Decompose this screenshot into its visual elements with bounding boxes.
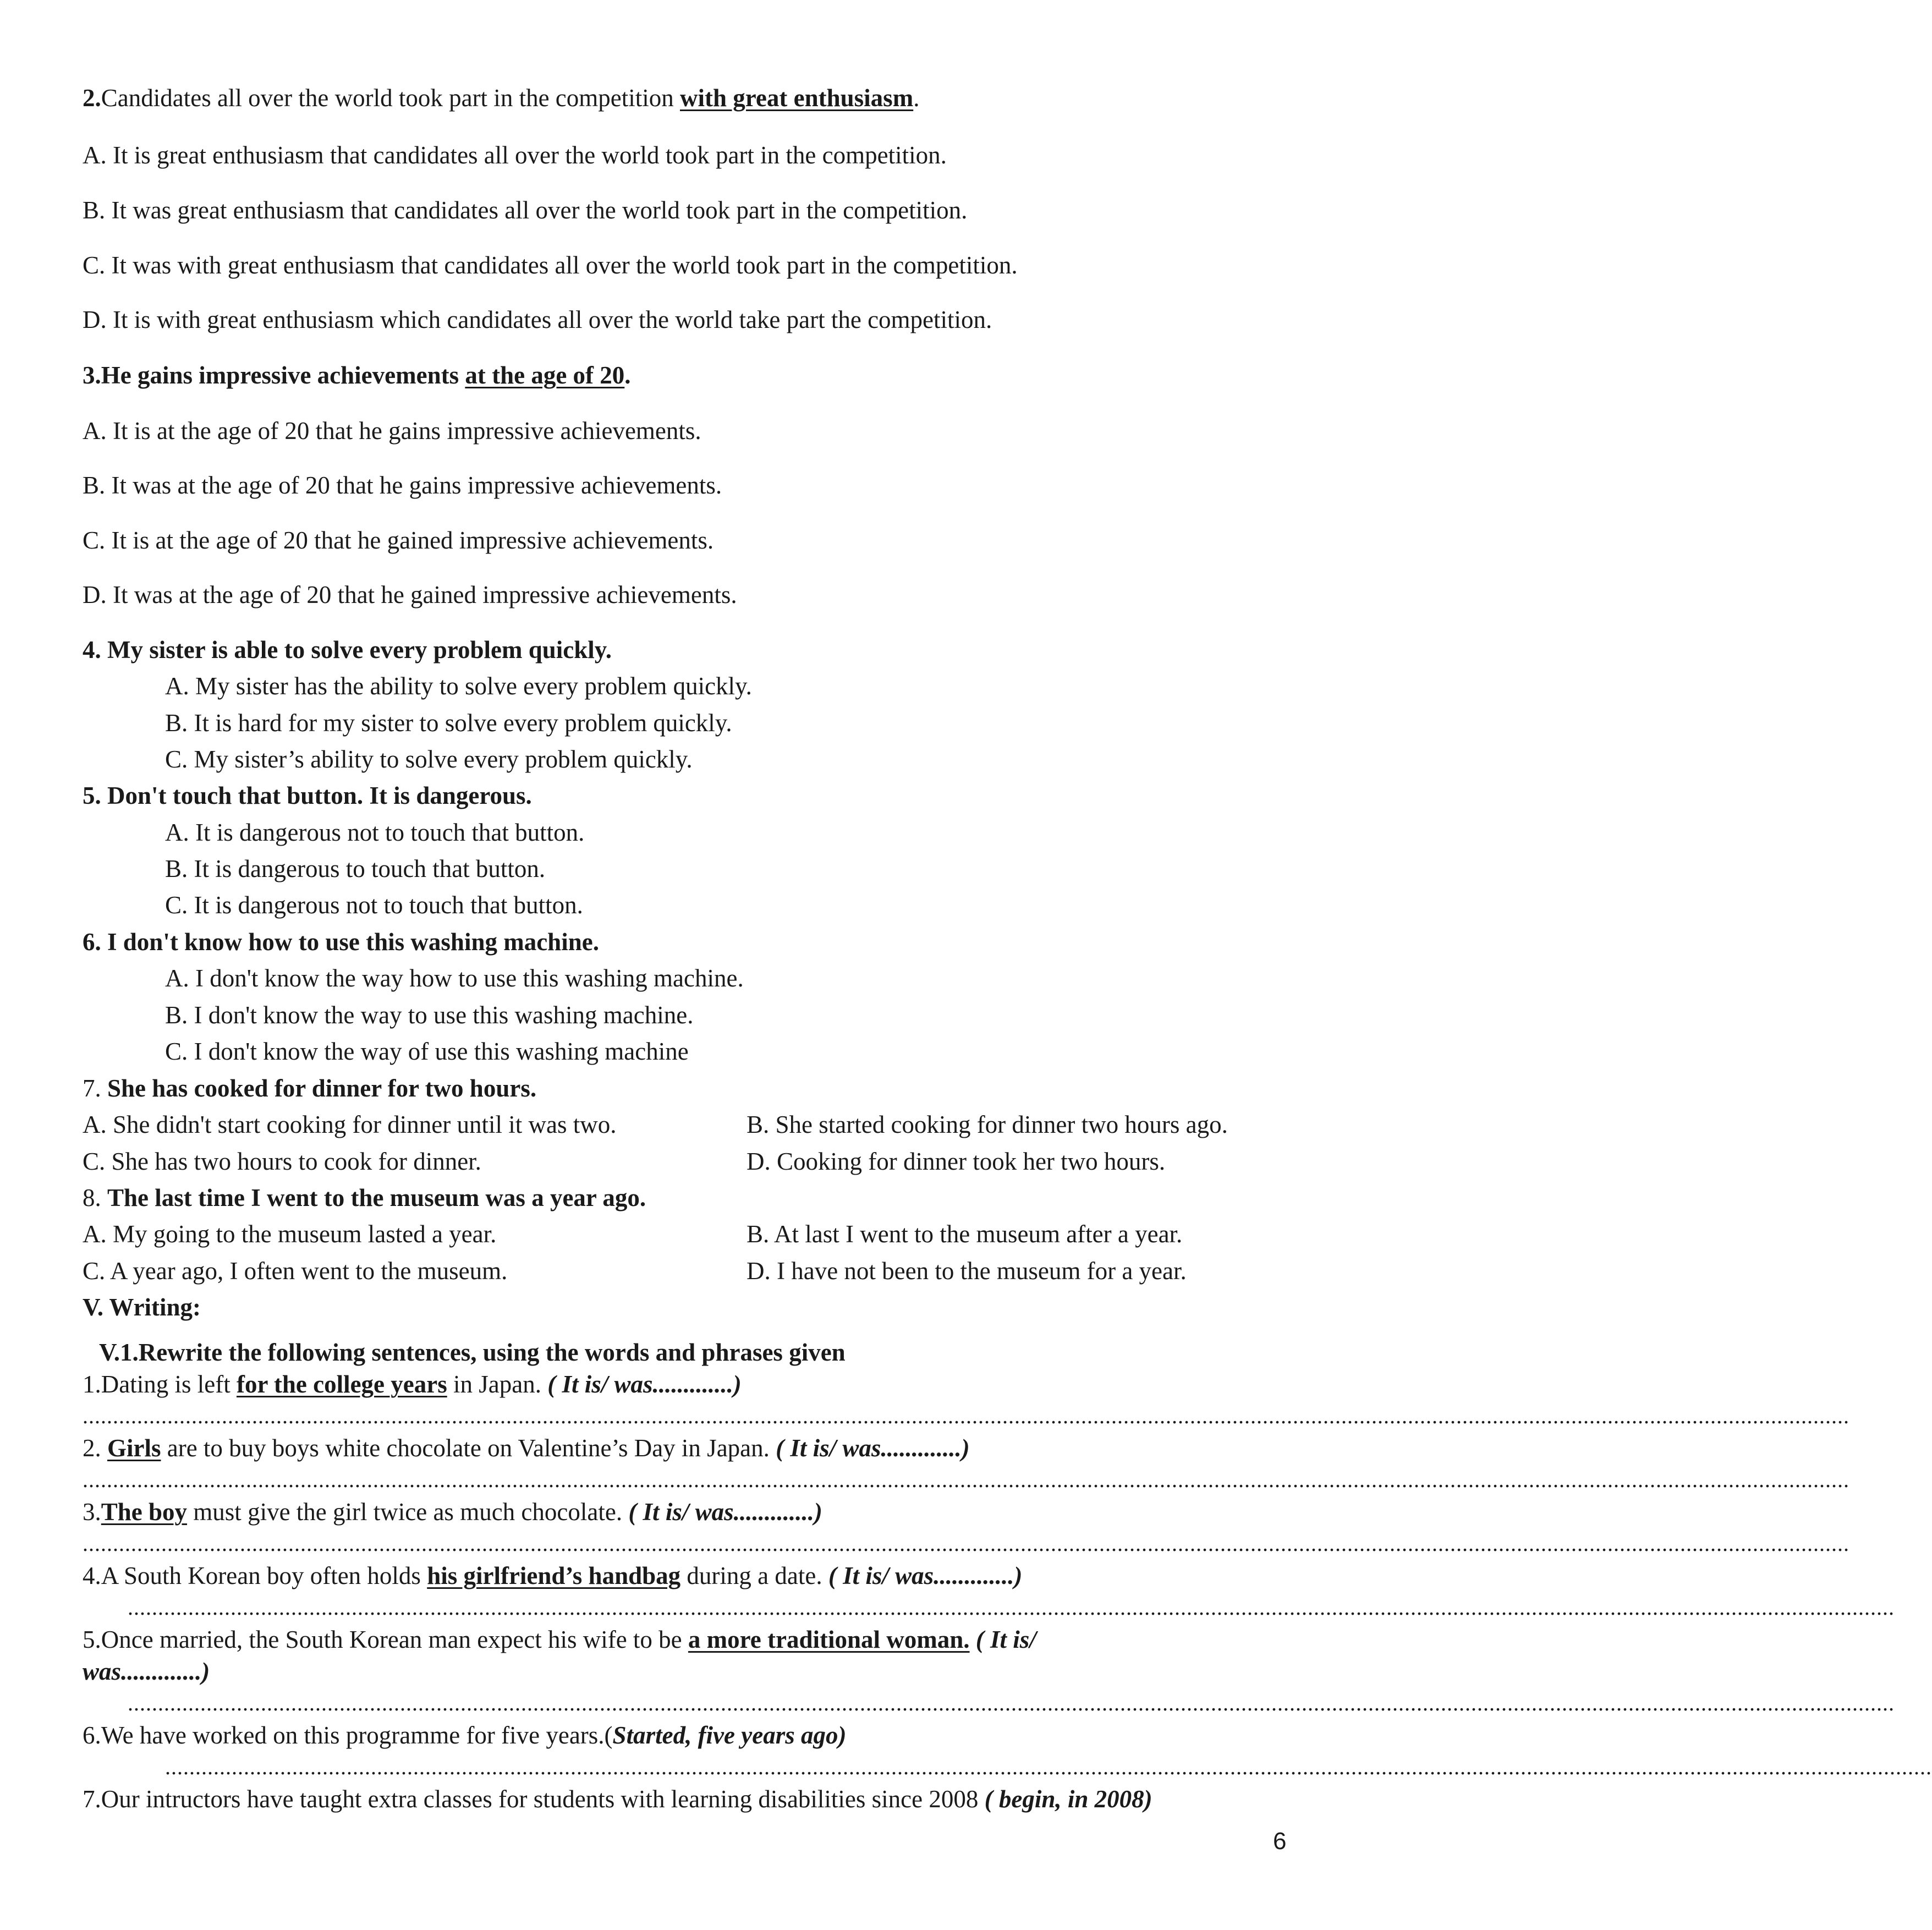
question-2-prompt: 2.Candidates all over the world took part in the competition with great enthusiasm. [83, 84, 920, 112]
question-2-option-d: D. It is with great enthusiasm which candidates all over the world take part the competition. [83, 306, 992, 333]
question-5-prompt: 5. Don't touch that button. It is dangerous. [83, 782, 532, 809]
writing-item-6: 6.We have worked on this programme for five years.(Started, five years ago) [83, 1721, 847, 1749]
question-4-option-c: C. My sister’s ability to solve every problem quickly. [165, 745, 693, 773]
question-5-option-b: B. It is dangerous to touch that button. [165, 855, 546, 882]
question-2-underlined: with great enthusiasm [680, 84, 914, 112]
writing-item-2: 2. Girls are to buy boys white chocolate on Valentine’s Day in Japan. ( It is/ was.............) [83, 1434, 970, 1462]
question-3-option-a: A. It is at the age of 20 that he gains impressive achievements. [83, 417, 701, 445]
question-7-option-b: B. She started cooking for dinner two hours ago. [747, 1111, 1228, 1138]
writing-answer-line-4[interactable]: .................................................................................................................................................................................................................................................................................................... [128, 1595, 1895, 1620]
writing-item-5-hint-continued: was.............) [83, 1658, 210, 1685]
writing-answer-line-5[interactable]: .................................................................................................................................................................................................................................................................................................... [128, 1691, 1895, 1715]
question-7-prompt: 7. She has cooked for dinner for two hours. [83, 1074, 537, 1102]
question-8-option-c: C. A year ago, I often went to the museum. [83, 1257, 508, 1285]
question-5-option-c: C. It is dangerous not to touch that button. [165, 891, 583, 919]
question-3-underlined: at the age of 20 [465, 361, 625, 389]
question-3-option-c: C. It is at the age of 20 that he gained impressive achievements. [83, 527, 714, 554]
question-6-option-b: B. I don't know the way to use this washing machine. [165, 1001, 694, 1029]
question-7-option-a: A. She didn't start cooking for dinner until it was two. [83, 1111, 617, 1138]
question-2-option-b: B. It was great enthusiasm that candidates all over the world took part in the competition. [83, 196, 968, 224]
writing-answer-line-1[interactable]: .................................................................................................................................................................................................................................................................................................... [83, 1403, 1849, 1428]
question-7-option-d: D. Cooking for dinner took her two hours. [747, 1148, 1166, 1175]
writing-answer-line-3[interactable]: .................................................................................................................................................................................................................................................................................................... [83, 1531, 1849, 1556]
question-5-option-a: A. It is dangerous not to touch that button. [165, 819, 585, 846]
question-8-prompt: 8. The last time I went to the museum was a year ago. [83, 1184, 646, 1211]
question-6-prompt: 6. I don't know how to use this washing machine. [83, 928, 599, 956]
writing-item-3: 3.The boy must give the girl twice as much chocolate. ( It is/ was.............) [83, 1498, 822, 1526]
writing-answer-line-2[interactable]: .................................................................................................................................................................................................................................................................................................... [83, 1467, 1849, 1492]
question-8-option-d: D. I have not been to the museum for a year. [747, 1257, 1187, 1285]
question-8-option-b: B. At last I went to the museum after a year. [747, 1220, 1183, 1248]
writing-item-1: 1.Dating is left for the college years in Japan. ( It is/ was.............) [83, 1370, 742, 1398]
question-3-option-b: B. It was at the age of 20 that he gains impressive achievements. [83, 471, 722, 499]
question-4-option-b: B. It is hard for my sister to solve every problem quickly. [165, 709, 732, 737]
writing-heading: V. Writing: [83, 1293, 201, 1321]
question-8-option-a: A. My going to the museum lasted a year. [83, 1220, 497, 1248]
writing-subheading: V.1.Rewrite the following sentences, using the words and phrases given [99, 1339, 846, 1366]
writing-item-7: 7.Our intructors have taught extra classes for students with learning disabilities since 2008 ( begin, in 2008) [83, 1785, 1152, 1813]
question-7-option-c: C. She has two hours to cook for dinner. [83, 1148, 481, 1175]
question-6-option-a: A. I don't know the way how to use this washing machine. [165, 964, 744, 992]
writing-answer-line-6[interactable]: .................................................................................................................................................................................................................................................................................................... [165, 1754, 1932, 1779]
question-2-option-c: C. It was with great enthusiasm that candidates all over the world took part in the competition. [83, 251, 1018, 279]
question-4-prompt: 4. My sister is able to solve every problem quickly. [83, 636, 612, 664]
question-3-option-d: D. It was at the age of 20 that he gained impressive achievements. [83, 581, 737, 608]
question-2-option-a: A. It is great enthusiasm that candidates all over the world took part in the competition. [83, 141, 947, 169]
writing-item-4: 4.A South Korean boy often holds his girlfriend’s handbag during a date. ( It is/ was.............) [83, 1562, 1023, 1589]
page-number: 6 [1273, 1828, 1287, 1855]
writing-item-5: 5.Once married, the South Korean man expect his wife to be a more traditional woman. ( It is/ [83, 1626, 1036, 1653]
question-4-option-a: A. My sister has the ability to solve every problem quickly. [165, 672, 752, 700]
question-6-option-c: C. I don't know the way of use this washing machine [165, 1038, 689, 1065]
question-3-prompt: 3.He gains impressive achievements at the age of 20. [83, 361, 631, 389]
